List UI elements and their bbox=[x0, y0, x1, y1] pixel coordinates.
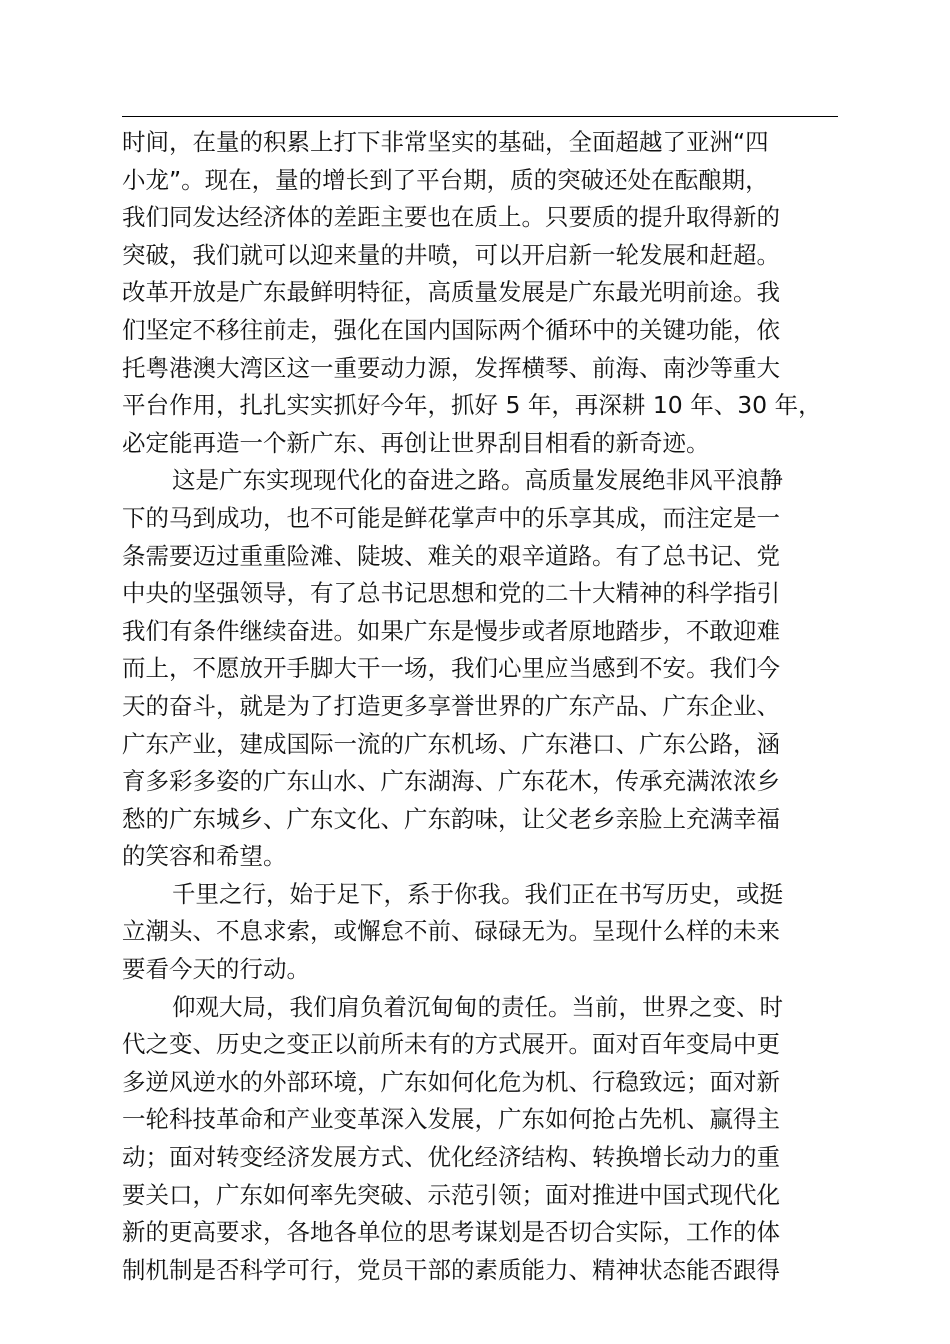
text-line: 愁的广东城乡、广东文化、广东韵味，让父老乡亲脸上充满幸福 bbox=[122, 804, 780, 833]
text-line: 多逆风逆水的外部环境，广东如何化危为机、行稳致远；面对新 bbox=[122, 1067, 780, 1096]
text-line: 千里之行，始于足下，系于你我。我们正在书写历史，或挺 bbox=[172, 879, 783, 908]
text-line: 下的马到成功，也不可能是鲜花掌声中的乐享其成，而注定是一 bbox=[122, 503, 780, 532]
text-line: 的笑容和希望。 bbox=[122, 842, 287, 871]
text-line: 制机制是否科学可行，党员干部的素质能力、精神状态能否跟得 bbox=[122, 1255, 780, 1284]
text-line: 时间，在量的积累上打下非常坚实的基础，全面超越了亚洲“四 bbox=[122, 128, 769, 156]
text-line: 代之变、历史之变正以前所未有的方式展开。面对百年变局中更 bbox=[122, 1030, 780, 1059]
text-line: 必定能再造一个新广东、再创让世界刮目相看的新奇迹。 bbox=[122, 428, 710, 457]
text-line: 一轮科技革命和产业变革深入发展，广东如何抢占先机、赢得主 bbox=[122, 1105, 780, 1134]
text-line: 改革开放是广东最鲜明特征，高质量发展是广东最光明前途。我 bbox=[122, 278, 780, 307]
text-line: 我们同发达经济体的差距主要也在质上。只要质的提升取得新的 bbox=[122, 203, 780, 232]
text-line: 动；面对转变经济发展方式、优化经济结构、转换增长动力的重 bbox=[122, 1143, 780, 1172]
text-line: 立潮头、不息求索，或懈怠不前、碌碌无为。呈现什么样的未来 bbox=[122, 917, 780, 946]
text-line: 育多彩多姿的广东山水、广东湖海、广东花木，传承充满浓浓乡 bbox=[122, 767, 780, 796]
header-rule bbox=[122, 116, 838, 117]
text-line: 广东产业，建成国际一流的广东机场、广东港口、广东公路，涵 bbox=[122, 729, 780, 758]
text-line: 仰观大局，我们肩负着沉甸甸的责任。当前，世界之变、时 bbox=[172, 992, 783, 1021]
text-line: 而上，不愿放开手脚大干一场，我们心里应当感到不安。我们今 bbox=[122, 654, 780, 683]
text-line: 我们有条件继续奋进。如果广东是慢步或者原地踏步，不敢迎难 bbox=[122, 616, 780, 645]
text-line: 条需要迈过重重险滩、陡坡、难关的艰辛道路。有了总书记、党 bbox=[122, 541, 780, 570]
text-line: 突破，我们就可以迎来量的井喷，可以开启新一轮发展和赶超。 bbox=[122, 240, 780, 269]
text-line: 要看今天的行动。 bbox=[122, 955, 310, 984]
body-text bbox=[122, 124, 852, 1289]
text-line: 中央的坚强领导，有了总书记思想和党的二十大精神的科学指引 bbox=[122, 579, 780, 608]
paragraph bbox=[122, 124, 852, 462]
text-line: 托粤港澳大湾区这一重要动力源，发挥横琴、前海、南沙等重大 bbox=[122, 353, 780, 382]
text-line: 天的奋斗，就是为了打造更多享誉世界的广东产品、广东企业、 bbox=[122, 691, 780, 720]
text-line: 新的更高要求，各地各单位的思考谋划是否切合实际，工作的体 bbox=[122, 1218, 780, 1247]
text-line: 小龙”。现在，量的增长到了平台期，质的突破还处在酝酿期， bbox=[122, 165, 769, 194]
paragraph bbox=[122, 876, 852, 989]
text-line: 这是广东实现现代化的奋进之路。高质量发展绝非风平浪静 bbox=[172, 466, 783, 495]
text-line: 平台作用，扎扎实实抓好今年，抓好 5 年，再深耕 10 年、30 年， bbox=[122, 391, 822, 420]
paragraph bbox=[122, 989, 852, 1290]
text-line: 们坚定不移往前走，强化在国内国际两个循环中的关键功能，依 bbox=[122, 315, 780, 344]
text-line: 要关口，广东如何率先突破、示范引领；面对推进中国式现代化 bbox=[122, 1180, 780, 1209]
paragraph bbox=[122, 462, 852, 876]
